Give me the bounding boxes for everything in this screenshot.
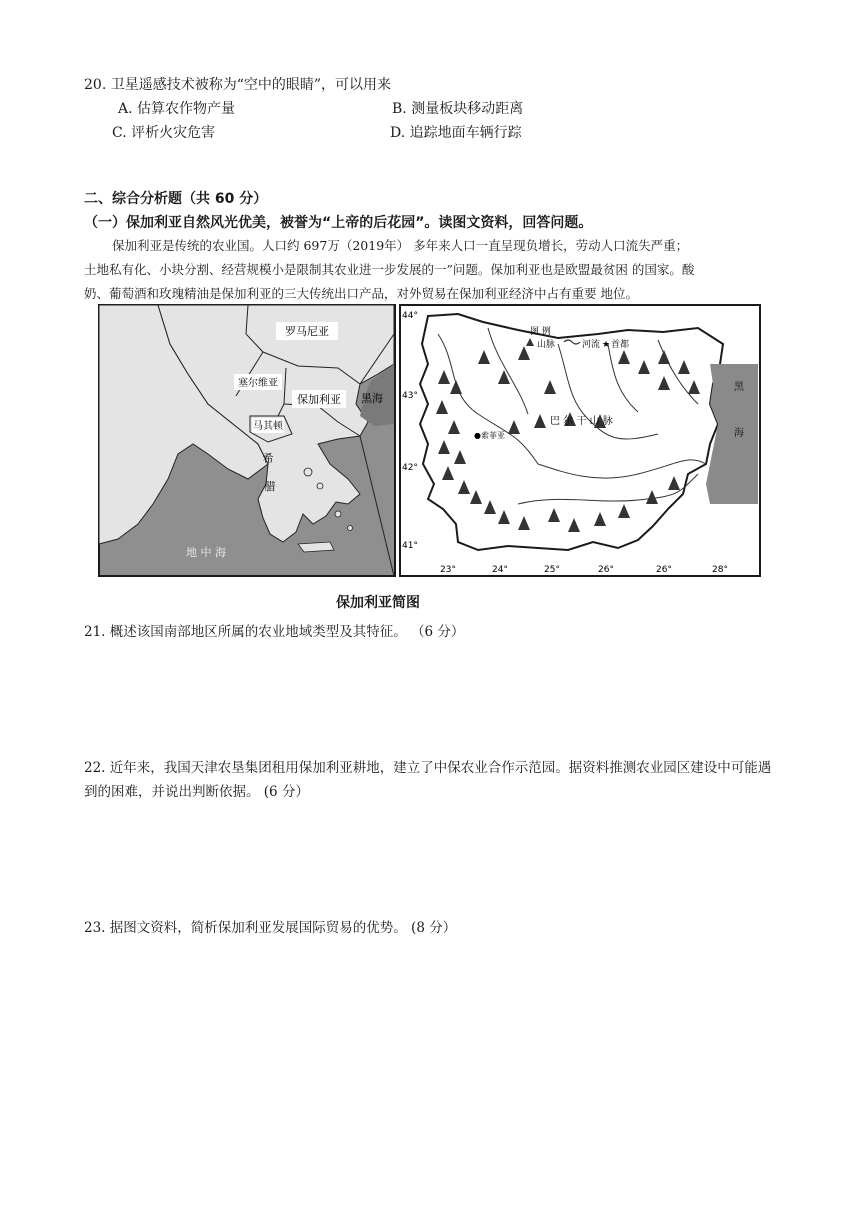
question-23: 23. 据图文资料，简析保加利亚发展国际贸易的优势。 (8 分）	[84, 920, 457, 936]
legend-star-icon: ★	[602, 340, 611, 350]
left-location-map	[99, 305, 395, 576]
lat-tick-44: 44°	[402, 311, 418, 321]
label-greece-1: 希	[262, 452, 274, 465]
passage	[84, 234, 784, 306]
label-mediterranean: 地 中 海	[186, 546, 226, 559]
lat-tick-42: 42°	[402, 463, 418, 473]
label-serbia: 塞尔维亚	[238, 378, 278, 389]
bulgaria-map-figure	[98, 304, 762, 588]
label-greece-2: 腊	[264, 480, 276, 493]
lat-tick-41: 41°	[402, 541, 418, 551]
right-detail-map	[400, 305, 760, 576]
question-20-stem: 20. 卫星遥感技术被称为“空中的眼睛”，可以用来	[84, 77, 392, 93]
passage-line-1: 保加利亚是传统的农业国。人口约 697万（2019年） 多年来人口一直呈现负增长，劳动人口流失严重；	[112, 238, 689, 253]
question-21: 21. 概述该国南部地区所属的农业地域类型及其特征。 （6 分）	[84, 624, 465, 640]
map-caption: 保加利亚简图	[336, 595, 420, 611]
lon-tick-28: 28°	[712, 565, 728, 575]
balkan-range-label: 巴 尔 干 山 脉	[550, 416, 613, 427]
black-sea-label-2: 海	[734, 428, 744, 439]
passage-line-3: 奶、葡萄酒和玫瑰精油是保加利亚的三大传统出口产品，对外贸易在保加利亚经济中占有重要 地位。	[84, 286, 638, 301]
lon-tick-25: 25°	[544, 565, 560, 575]
q20-option-b: B. 测量板块移动距离	[392, 101, 524, 117]
label-macedonia: 马其顿	[253, 421, 283, 432]
q20-option-c: C. 评析火灾危害	[112, 125, 216, 141]
lat-tick-43: 43°	[402, 391, 418, 401]
section-title: 二、综合分析题（共 60 分）	[84, 191, 268, 207]
legend-header: 图 例	[530, 327, 551, 337]
q20-option-d: D. 追踪地面车辆行踪	[390, 125, 522, 141]
legend-river: 河流	[582, 340, 601, 350]
lon-tick-26a: 26°	[598, 565, 614, 575]
city-sofia: ●索菲亚	[474, 431, 505, 440]
legend-mountain: 山脉	[537, 340, 556, 350]
lon-tick-24: 24°	[492, 565, 508, 575]
q20-option-a: A. 估算农作物产量	[118, 101, 236, 117]
label-black-sea: 黑海	[361, 392, 383, 405]
question-22: 22. 近年来，我国天津农垦集团租用保加利亚耕地，建立了中保农业合作示范园。据资料推测农业园区建设中可能遇到的困难，并说出判断依据。 (6 分）	[84, 760, 772, 800]
passage-line-2: 土地私有化、小块分割、经营规模小是限制其农业进一步发展的一”问题。保加利亚也是欧盟最贫困 的国家。酸	[84, 262, 695, 277]
lon-tick-26b: 26°	[656, 565, 672, 575]
sub-section-title: （一）保加利亚自然风光优美，被誉为“上帝的后花园”。读图文资料，回答问题。	[84, 215, 593, 231]
label-romania: 罗马尼亚	[285, 325, 329, 338]
lon-tick-23: 23°	[440, 565, 456, 575]
label-bulgaria: 保加利亚	[297, 393, 341, 406]
black-sea-label-1: 黑	[734, 382, 744, 393]
legend-capital: 首都	[611, 340, 630, 350]
